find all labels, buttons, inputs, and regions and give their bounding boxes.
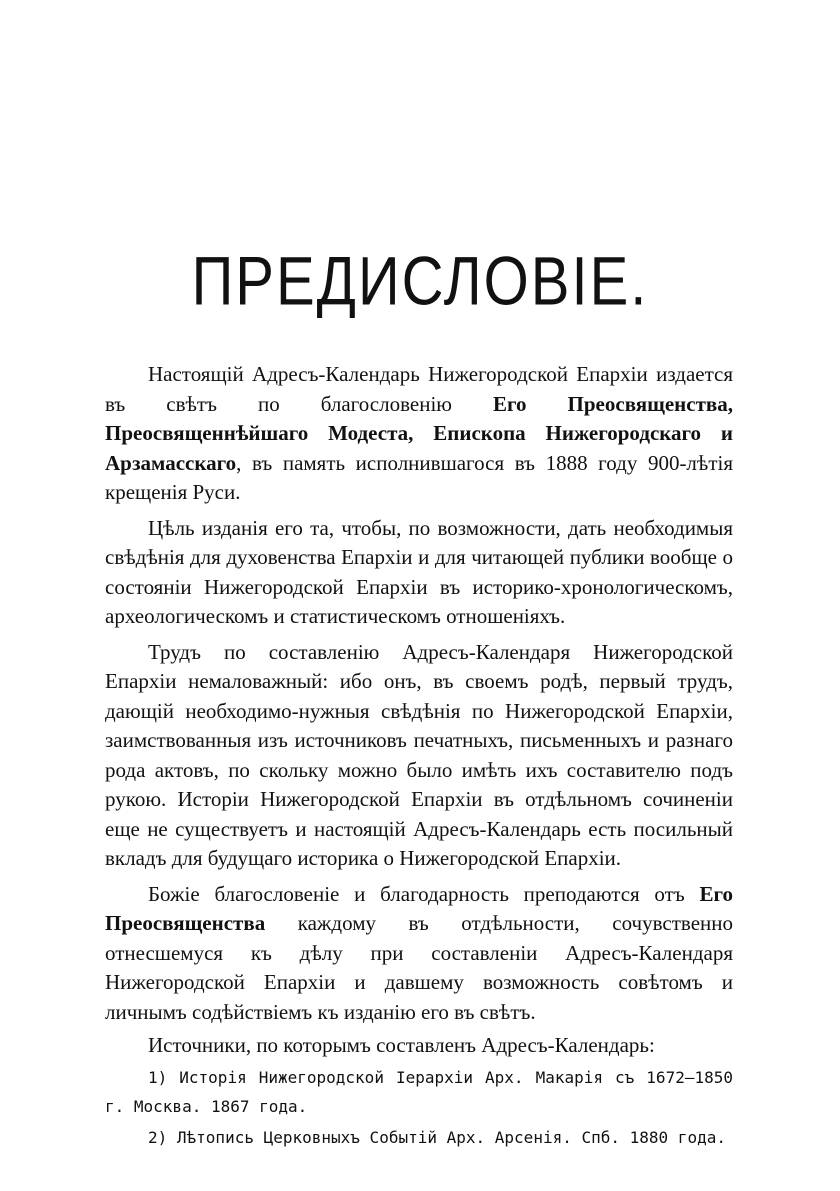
- paragraph-text: Божіе благословеніе и благодарность преподаются отъ: [148, 881, 700, 906]
- paragraph-blessing: [105, 880, 733, 1028]
- paragraph-text: Настоящій Адресъ-Календарь Нижегородской Епархіи издается въ свѣтъ по благословенію: [105, 362, 733, 416]
- paragraph-text: каждому въ отдѣльности, сочувственно отнесшемуся къ дѣлу при составленіи Адресъ-Календаря Нижегородской Епархіи и давшему возможность совѣтомъ и личнымъ содѣйствіемъ къ изданію его въ свѣтъ.: [105, 911, 733, 1024]
- paragraph-purpose: Цѣль изданія его та, чтобы, по возможности, дать необходимыя свѣдѣнія для духовенства Епархіи и для читающей публики вообще о состояніи Нижегородской Епархіи въ историко-хронологическомъ, археологическомъ и статистическомъ отношеніяхъ.: [105, 515, 733, 628]
- source-item: 2) Лѣтопись Церковныхъ Событій Арх. Арсенія. Спб. 1880 года.: [148, 1127, 726, 1147]
- paragraph-work: Трудъ по составленію Адресъ-Календаря Нижегородской Епархіи немаловажный: ибо онъ, въ своемъ родѣ, первый трудъ, дающій необходимо-нужныя свѣдѣнія по Нижегородской Епархіи, заимствованныя изъ источниковъ печатныхъ, письменныхъ и разнаго рода актовъ, по скольку можно было имѣть ихъ составителю подъ рукою. Исторіи Нижегородской Епархіи въ отдѣльномъ сочиненіи еще не существуетъ и настоящій Адресъ-Календарь есть посильный вкладъ для будущаго историка о Нижегородской Епархіи.: [105, 639, 733, 870]
- bishop-title: Его Преосвященства, Преосвященнѣйшаго Модеста, Епископа Нижегородскаго и Арзамасскаго: [105, 391, 733, 475]
- page-title: ПРЕДИСЛОВІЕ.: [191, 243, 649, 320]
- source-item: 1) Исторія Нижегородской Іерархіи Арх. Макарія съ 1672—1850 г. Москва. 1867 года.: [105, 1067, 733, 1116]
- preface-body: [105, 360, 733, 1152]
- paragraph-publication: [105, 360, 733, 508]
- bishop-title: Его Преосвященства: [105, 881, 733, 935]
- paragraph-text: , въ память исполнившагося въ 1888 году 900-лѣтія крещенія Руси.: [105, 450, 733, 504]
- sources-intro: Источники, по которымъ составленъ Адресъ-Календарь:: [148, 1033, 655, 1057]
